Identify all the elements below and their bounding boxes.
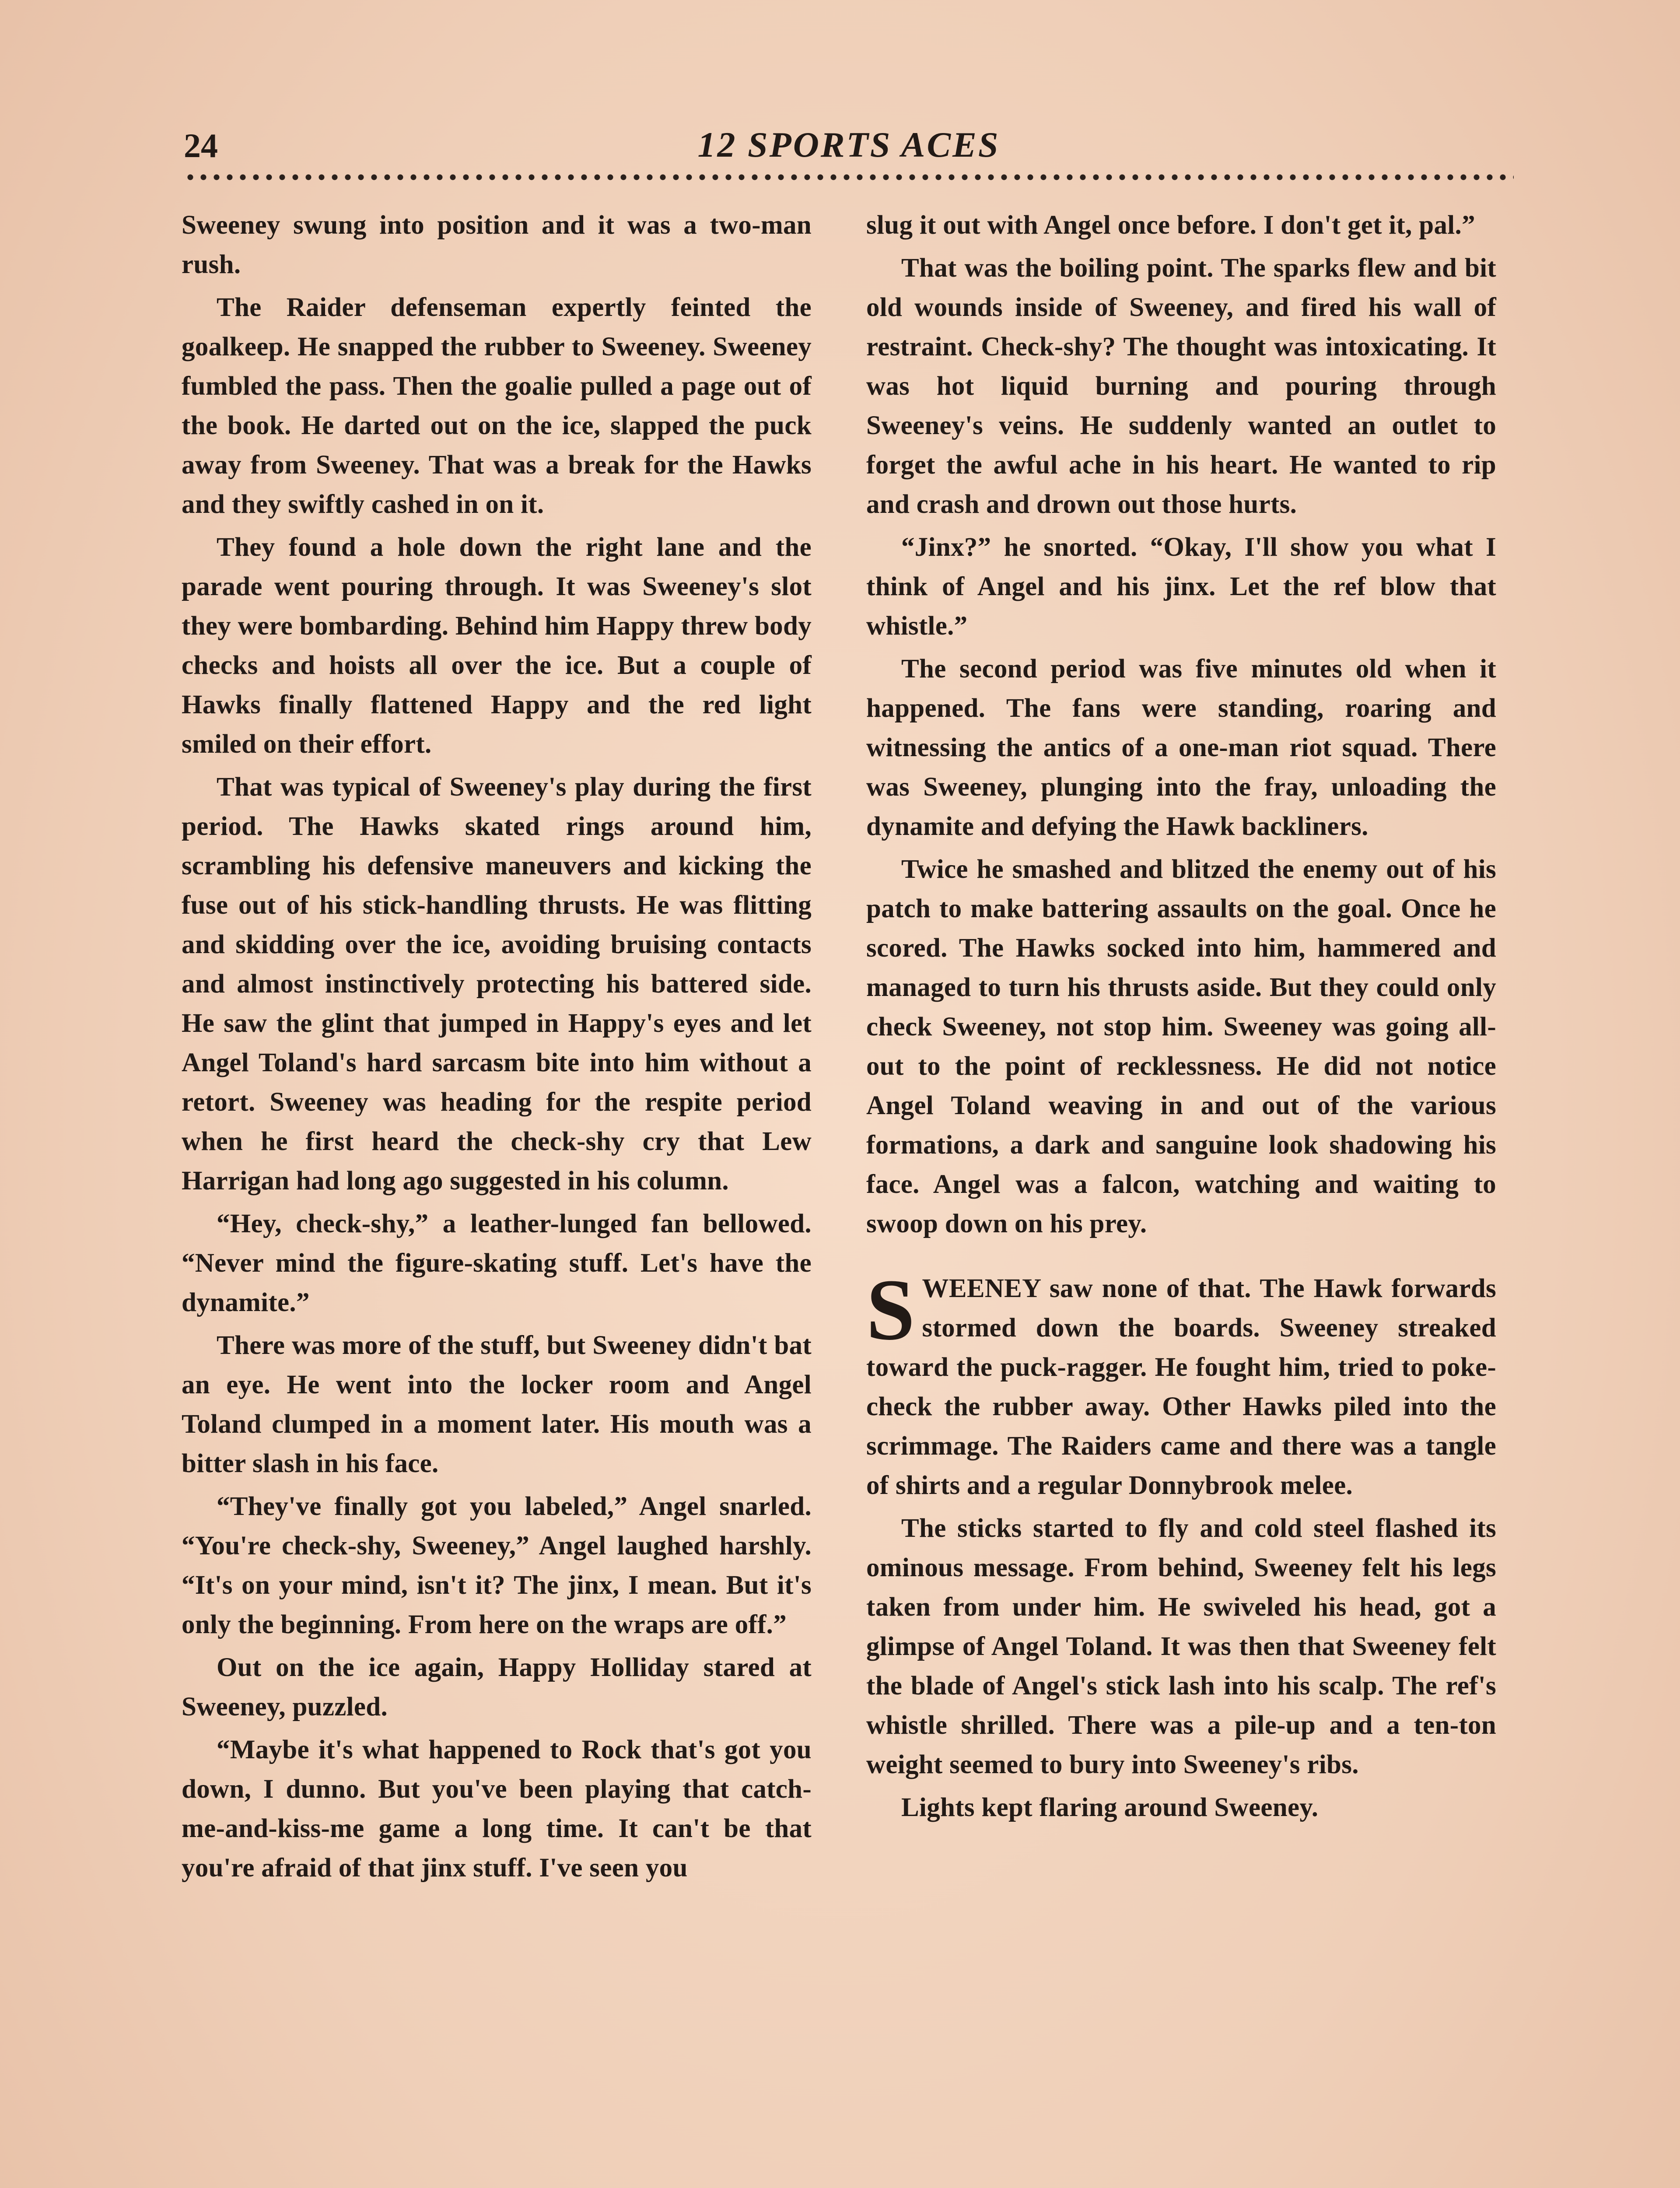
paragraph: The second period was five minutes old when it happened. The fans were standing, roaring and witnessing the antics of a one-man riot squad. There was Sweeney, plunging into the fray, unloading the dynamite and defying the Hawk backliners. <box>866 654 1496 841</box>
paragraph: “Maybe it's what happened to Rock that's got you down, I dunno. But you've been playing that catch-me-and-kiss-me game a long time. It can't be that you're afraid of that jinx stuff. I've seen you <box>182 1735 812 1883</box>
paragraph: They found a hole down the right lane and the parade went pouring through. It was Sweeney's slot they were bombarding. Behind him Happy threw body checks and hoists all over the ice. But a couple of Hawks finally flattened Happy and the red light smiled on their effort. <box>182 533 812 759</box>
paragraph: Sweeney swung into position and it was a two-man rush. <box>182 210 812 279</box>
paragraph: That was the boiling point. The sparks flew and bit old wounds inside of Sweeney, and fired his wall of restraint. Check-shy? The thought was intoxicating. It was hot liquid burning and pouring through Sweeney's veins. He suddenly wanted an outlet to forget the awful ache in his heart. He wanted to rip and crash and drown out those hurts. <box>866 253 1496 519</box>
paragraph: There was more of the stuff, but Sweeney didn't bat an eye. He went into the locker room and Angel Toland clumped in a moment later. His mouth was a bitter slash in his face. <box>182 1331 812 1478</box>
paragraph: The Raider defenseman expertly feinted the goalkeep. He snapped the rubber to Sweeney. Sweeney fumbled the pass. Then the goalie pulled a page out of the book. He darted out on the ice, slapped the puck away from Sweeney. That was a break for the Hawks and they swiftly cashed in on it. <box>182 293 812 519</box>
right-column <box>866 206 1496 1831</box>
paragraph: Twice he smashed and blitzed the enemy out of his patch to make battering assaults on the goal. Once he scored. The Hawks socked into him, hammered and managed to turn his thrusts aside. But they could only check Sweeney, not stop him. Sweeney was going all-out to the point of recklessness. He did not notice Angel Toland weaving in and out of the various formations, a dark and sanguine look shadowing his face. Angel was a falcon, watching and waiting to swoop down on his prey. <box>866 855 1496 1238</box>
paragraph: The sticks started to fly and cold steel flashed its ominous message. From behind, Sweeney felt his legs taken from under him. He swiveled his head, got a glimpse of Angel Toland. It was then that Sweeney felt the blade of Angel's stick lash into his scalp. The ref's whistle shrilled. There was a pile-up and a ten-ton weight seemed to bury into Sweeney's ribs. <box>866 1514 1496 1779</box>
left-column <box>182 206 812 1891</box>
magazine-title: 12 SPORTS ACES <box>697 125 1000 165</box>
paragraph: “Hey, check-shy,” a leather-lunged fan bellowed. “Never mind the figure-skating stuff. Let's have the dynamite.” <box>182 1209 812 1317</box>
drop-cap: S <box>866 1262 915 1358</box>
section-opening-text: WEENEY saw none of that. The Hawk forwards stormed down the boards. Sweeney streaked toward the puck-ragger. He fought him, tried to poke-check the rubber away. Other Hawks piled into the scrimmage. The Raiders came and there was a tangle of shirts and a regular Donnybrook melee. <box>866 1274 1496 1500</box>
paragraph: “Jinx?” he snorted. “Okay, I'll show you what I think of Angel and his jinx. Let the ref blow that whistle.” <box>866 533 1496 641</box>
paragraph: That was typical of Sweeney's play during the first period. The Hawks skated rings around him, scrambling his defensive maneuvers and kicking the fuse out of his stick-handling thrusts. He was flitting and skidding over the ice, avoiding bruising contacts and almost instinctively protecting his battered side. He saw the glint that jumped in Happy's eyes and let Angel Toland's hard sarcasm bite into him without a retort. Sweeney was heading for the respite period when he first heard the check-shy cry that Lew Harrigan had long ago suggested in his column. <box>182 772 812 1196</box>
paragraph: slug it out with Angel once before. I don't get it, pal.” <box>866 210 1475 240</box>
paragraph: Out on the ice again, Happy Holliday stared at Sweeney, puzzled. <box>182 1653 812 1722</box>
paragraph: Lights kept flaring around Sweeney. <box>901 1793 1319 1822</box>
page-number: 24 <box>184 126 218 165</box>
paragraph: “They've finally got you labeled,” Angel snarled. “You're check-shy, Sweeney,” Angel laughed harshly. “It's on your mind, isn't it? The jinx, I mean. But it's only the beginning. From here on the wraps are off.” <box>182 1492 812 1639</box>
header-divider <box>184 172 1514 183</box>
page-header <box>184 118 1514 175</box>
section-opening-paragraph <box>866 1262 1496 1505</box>
